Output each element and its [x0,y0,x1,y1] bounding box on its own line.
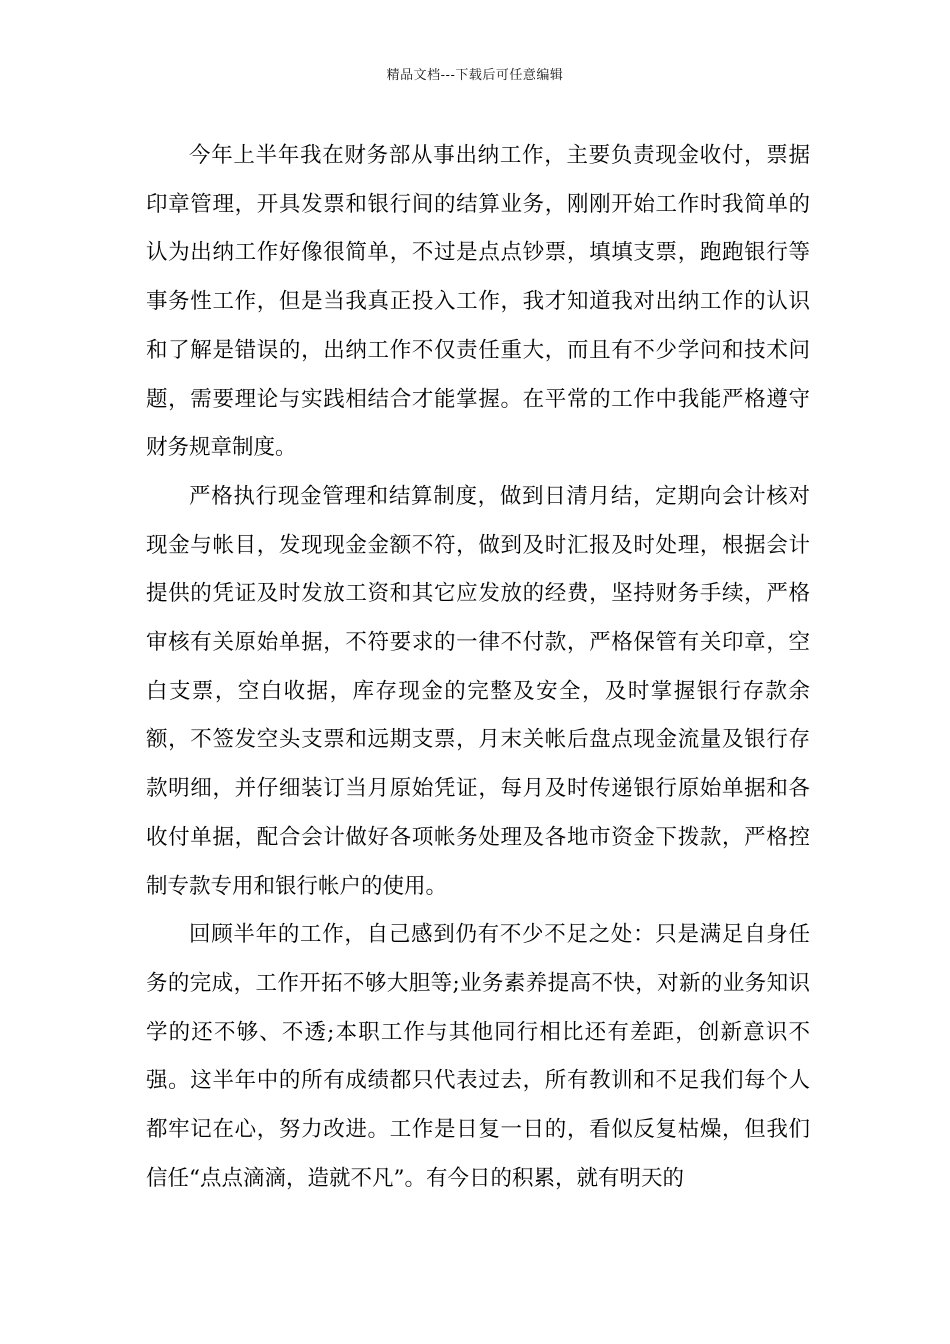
paragraph-1: 今年上半年我在财务部从事出纳工作，主要负责现金收付，票据印章管理，开具发票和银行间的结算业务，刚刚开始工作时我简单的认为出纳工作好像很简单，不过是点点钞票，填填支票，跑跑银行等事务性工作，但是当我真正投入工作，我才知道我对出纳工作的认识和了解是错误的，出纳工作不仅责任重大，而且有不少学问和技术问题，需要理论与实践相结合才能掌握。在平常的工作中我能严格遵守财务规章制度。 [146,143,810,461]
page-header: 精品文档---下载后可任意编辑 [386,68,564,83]
paragraph-3: 回顾半年的工作，自己感到仍有不少不足之处：只是满足自身任务的完成，工作开拓不够大胆等;业务素养提高不快，对新的业务知识学的还不够、不透;本职工作与其他同行相比还有差距，创新意识不强。这半年中的所有成绩都只代表过去，所有教训和不足我们每个人都牢记在心，努力改进。工作是日复一日的，看似反复枯燥，但我们信任“点点滴滴，造就不凡”。有今日的积累，就有明天的 [146,922,810,1191]
document-body [146,132,810,1203]
paragraph-2: 严格执行现金管理和结算制度，做到日清月结，定期向会计核对现金与帐目，发现现金金额不符，做到及时汇报及时处理，根据会计提供的凭证及时发放工资和其它应发放的经费，坚持财务手续，严格审核有关原始单据，不符要求的一律不付款，严格保管有关印章，空白支票，空白收据，库存现金的完整及安全，及时掌握银行存款余额，不签发空头支票和远期支票，月末关帐后盘点现金流量及银行存款明细，并仔细装订当月原始凭证，每月及时传递银行原始单据和各收付单据，配合会计做好各项帐务处理及各地市资金下拨款，严格控制专款专用和银行帐户的使用。 [146,483,810,899]
